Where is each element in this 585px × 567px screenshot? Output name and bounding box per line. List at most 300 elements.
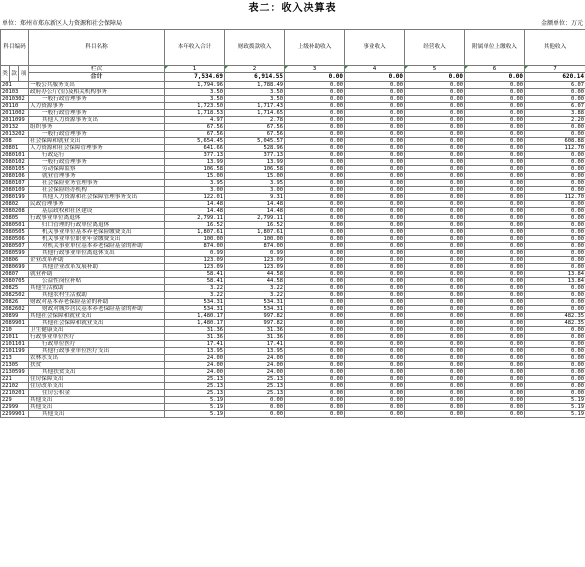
amount-cell-5[interactable]: 0.00 bbox=[405, 173, 465, 180]
amount-cell-4[interactable]: 0.00 bbox=[345, 222, 405, 229]
amount-cell-4[interactable]: 0.00 bbox=[345, 383, 405, 390]
amount-cell-7[interactable]: 0.00 bbox=[525, 299, 585, 306]
amount-cell-3[interactable]: 0.00 bbox=[285, 236, 345, 243]
amount-cell-5[interactable]: 0.00 bbox=[405, 124, 465, 131]
amount-cell-2[interactable]: 2.78 bbox=[225, 117, 285, 124]
subject-name-cell[interactable] bbox=[29, 138, 165, 145]
amount-cell-4[interactable]: 0.00 bbox=[345, 397, 405, 404]
amount-cell-4[interactable]: 0.00 bbox=[345, 334, 405, 341]
total-value-6[interactable]: 0.00 bbox=[465, 73, 525, 82]
amount-cell-4[interactable]: 0.00 bbox=[345, 229, 405, 236]
amount-cell-2[interactable]: 997.82 bbox=[225, 320, 285, 327]
amount-cell-7[interactable]: 0.00 bbox=[525, 243, 585, 250]
amount-cell-5[interactable]: 0.00 bbox=[405, 341, 465, 348]
subject-code-cell[interactable]: 20826 bbox=[1, 299, 29, 306]
subject-name-cell[interactable] bbox=[29, 243, 165, 250]
subject-code-cell[interactable]: 221 bbox=[1, 376, 29, 383]
amount-cell-6[interactable]: 0.00 bbox=[465, 173, 525, 180]
amount-cell-1[interactable]: 3.22 bbox=[165, 285, 225, 292]
subject-code-cell[interactable]: 2080507 bbox=[1, 243, 29, 250]
column-number-5[interactable]: 5 bbox=[405, 66, 465, 73]
amount-cell-7[interactable]: 0.00 bbox=[525, 306, 585, 313]
amount-cell-3[interactable]: 0.00 bbox=[285, 194, 345, 201]
subject-name-cell[interactable] bbox=[29, 334, 165, 341]
subject-name-cell[interactable] bbox=[29, 278, 165, 285]
amount-cell-5[interactable]: 0.00 bbox=[405, 166, 465, 173]
subject-code-cell[interactable]: 201 bbox=[1, 82, 29, 89]
amount-cell-6[interactable]: 0.00 bbox=[465, 278, 525, 285]
amount-cell-7[interactable]: 0.00 bbox=[525, 383, 585, 390]
amount-cell-6[interactable]: 0.00 bbox=[465, 103, 525, 110]
amount-cell-5[interactable]: 0.00 bbox=[405, 404, 465, 411]
amount-cell-5[interactable]: 0.00 bbox=[405, 278, 465, 285]
amount-cell-6[interactable]: 0.00 bbox=[465, 82, 525, 89]
amount-cell-7[interactable]: 0.00 bbox=[525, 250, 585, 257]
amount-cell-6[interactable]: 0.00 bbox=[465, 236, 525, 243]
subject-code-cell[interactable]: 20805 bbox=[1, 215, 29, 222]
amount-cell-2[interactable]: 31.36 bbox=[225, 334, 285, 341]
amount-cell-1[interactable]: 13.95 bbox=[165, 348, 225, 355]
column-number-label[interactable]: 栏次 bbox=[29, 66, 165, 73]
amount-cell-6[interactable]: 0.00 bbox=[465, 313, 525, 320]
amount-cell-1[interactable]: 17.41 bbox=[165, 341, 225, 348]
amount-cell-6[interactable]: 0.00 bbox=[465, 271, 525, 278]
subject-name-cell[interactable] bbox=[29, 201, 165, 208]
amount-cell-5[interactable]: 0.00 bbox=[405, 236, 465, 243]
header-superior-subsidy[interactable]: 上级补助收入 bbox=[285, 30, 345, 66]
amount-cell-2[interactable]: 123.09 bbox=[225, 257, 285, 264]
subject-name-cell[interactable] bbox=[29, 306, 165, 313]
amount-cell-4[interactable]: 0.00 bbox=[345, 390, 405, 397]
amount-cell-7[interactable]: 0.00 bbox=[525, 285, 585, 292]
amount-cell-1[interactable]: 58.41 bbox=[165, 278, 225, 285]
amount-cell-1[interactable]: 25.13 bbox=[165, 383, 225, 390]
subject-name-cell[interactable] bbox=[29, 390, 165, 397]
amount-cell-2[interactable]: 3.50 bbox=[225, 89, 285, 96]
amount-cell-6[interactable]: 0.00 bbox=[465, 299, 525, 306]
xiang-cell[interactable]: 项 bbox=[19, 66, 29, 82]
amount-cell-2[interactable]: 534.31 bbox=[225, 306, 285, 313]
amount-cell-6[interactable]: 0.00 bbox=[465, 348, 525, 355]
amount-cell-3[interactable]: 0.00 bbox=[285, 110, 345, 117]
amount-cell-5[interactable]: 0.00 bbox=[405, 96, 465, 103]
amount-cell-2[interactable]: 24.00 bbox=[225, 362, 285, 369]
amount-cell-1[interactable]: 16.52 bbox=[165, 222, 225, 229]
amount-cell-2[interactable]: 15.00 bbox=[225, 173, 285, 180]
amount-cell-5[interactable]: 0.00 bbox=[405, 201, 465, 208]
total-value-7[interactable]: 620.14 bbox=[525, 73, 585, 82]
amount-cell-1[interactable]: 1,718.53 bbox=[165, 110, 225, 117]
amount-cell-3[interactable]: 0.00 bbox=[285, 124, 345, 131]
amount-cell-2[interactable]: 5,045.57 bbox=[225, 138, 285, 145]
amount-cell-1[interactable]: 534.31 bbox=[165, 306, 225, 313]
amount-cell-1[interactable]: 534.31 bbox=[165, 299, 225, 306]
amount-cell-6[interactable]: 0.00 bbox=[465, 404, 525, 411]
amount-cell-5[interactable]: 0.00 bbox=[405, 292, 465, 299]
amount-cell-4[interactable]: 0.00 bbox=[345, 348, 405, 355]
subject-name-cell[interactable] bbox=[29, 103, 165, 110]
amount-cell-3[interactable]: 0.00 bbox=[285, 215, 345, 222]
amount-cell-6[interactable]: 0.00 bbox=[465, 264, 525, 271]
amount-cell-3[interactable]: 0.00 bbox=[285, 397, 345, 404]
amount-cell-3[interactable]: 0.00 bbox=[285, 131, 345, 138]
subject-code-cell[interactable]: 2080109 bbox=[1, 187, 29, 194]
subject-code-cell[interactable]: 2080501 bbox=[1, 222, 29, 229]
amount-cell-4[interactable]: 0.00 bbox=[345, 362, 405, 369]
amount-cell-1[interactable]: 4.97 bbox=[165, 117, 225, 124]
amount-cell-6[interactable]: 0.00 bbox=[465, 292, 525, 299]
header-fiscal-appropriation[interactable]: 财政拨款收入 bbox=[225, 30, 285, 66]
subject-code-cell[interactable]: 20801 bbox=[1, 145, 29, 152]
amount-cell-4[interactable]: 0.00 bbox=[345, 243, 405, 250]
subject-name-cell[interactable] bbox=[29, 166, 165, 173]
amount-cell-6[interactable]: 0.00 bbox=[465, 131, 525, 138]
amount-cell-2[interactable]: 2,799.11 bbox=[225, 215, 285, 222]
amount-cell-3[interactable]: 0.00 bbox=[285, 208, 345, 215]
amount-cell-3[interactable]: 0.00 bbox=[285, 243, 345, 250]
amount-cell-2[interactable]: 3.95 bbox=[225, 180, 285, 187]
subject-code-cell[interactable]: 2080199 bbox=[1, 194, 29, 201]
amount-cell-3[interactable]: 0.00 bbox=[285, 376, 345, 383]
amount-cell-2[interactable]: 25.13 bbox=[225, 383, 285, 390]
amount-cell-5[interactable]: 0.00 bbox=[405, 327, 465, 334]
amount-cell-2[interactable]: 13.99 bbox=[225, 159, 285, 166]
total-value-2[interactable]: 6,914.55 bbox=[225, 73, 285, 82]
amount-cell-6[interactable]: 0.00 bbox=[465, 397, 525, 404]
amount-cell-3[interactable]: 0.00 bbox=[285, 320, 345, 327]
amount-cell-1[interactable]: 14.48 bbox=[165, 201, 225, 208]
subject-name-cell[interactable] bbox=[29, 229, 165, 236]
amount-cell-5[interactable]: 0.00 bbox=[405, 103, 465, 110]
amount-cell-5[interactable]: 0.00 bbox=[405, 257, 465, 264]
amount-cell-1[interactable]: 25.13 bbox=[165, 376, 225, 383]
amount-cell-4[interactable]: 0.00 bbox=[345, 264, 405, 271]
subject-code-cell[interactable]: 2080705 bbox=[1, 278, 29, 285]
amount-cell-7[interactable]: 482.35 bbox=[525, 320, 585, 327]
subject-code-cell[interactable]: 20132 bbox=[1, 124, 29, 131]
amount-cell-5[interactable]: 0.00 bbox=[405, 299, 465, 306]
subject-code-cell[interactable]: 2080107 bbox=[1, 180, 29, 187]
amount-cell-7[interactable]: 0.00 bbox=[525, 390, 585, 397]
subject-code-cell[interactable]: 2080105 bbox=[1, 166, 29, 173]
amount-cell-6[interactable]: 0.00 bbox=[465, 110, 525, 117]
amount-cell-5[interactable]: 0.00 bbox=[405, 194, 465, 201]
amount-cell-5[interactable]: 0.00 bbox=[405, 180, 465, 187]
amount-cell-1[interactable]: 5.19 bbox=[165, 397, 225, 404]
amount-cell-3[interactable]: 0.00 bbox=[285, 306, 345, 313]
amount-cell-3[interactable]: 0.00 bbox=[285, 362, 345, 369]
column-number-2[interactable]: 2 bbox=[225, 66, 285, 73]
subject-code-cell[interactable]: 22102 bbox=[1, 383, 29, 390]
amount-cell-1[interactable]: 24.00 bbox=[165, 355, 225, 362]
amount-cell-5[interactable]: 0.00 bbox=[405, 110, 465, 117]
amount-cell-7[interactable]: 0.00 bbox=[525, 348, 585, 355]
amount-cell-3[interactable]: 0.00 bbox=[285, 404, 345, 411]
column-number-1[interactable]: 1 bbox=[165, 66, 225, 73]
amount-cell-4[interactable]: 0.00 bbox=[345, 152, 405, 159]
amount-cell-6[interactable]: 0.00 bbox=[465, 250, 525, 257]
amount-cell-3[interactable]: 0.00 bbox=[285, 103, 345, 110]
amount-cell-4[interactable]: 0.00 bbox=[345, 110, 405, 117]
amount-cell-1[interactable]: 24.00 bbox=[165, 362, 225, 369]
amount-cell-5[interactable]: 0.00 bbox=[405, 390, 465, 397]
amount-cell-7[interactable]: 0.00 bbox=[525, 236, 585, 243]
amount-cell-3[interactable]: 0.00 bbox=[285, 138, 345, 145]
subject-code-cell[interactable]: 2082602 bbox=[1, 306, 29, 313]
amount-cell-5[interactable]: 0.00 bbox=[405, 229, 465, 236]
amount-cell-4[interactable]: 0.00 bbox=[345, 355, 405, 362]
amount-cell-7[interactable]: 0.00 bbox=[525, 124, 585, 131]
amount-cell-2[interactable]: 25.13 bbox=[225, 390, 285, 397]
amount-cell-4[interactable]: 0.00 bbox=[345, 131, 405, 138]
amount-cell-1[interactable]: 67.56 bbox=[165, 124, 225, 131]
amount-cell-7[interactable]: 482.35 bbox=[525, 313, 585, 320]
amount-cell-1[interactable]: 123.09 bbox=[165, 257, 225, 264]
amount-cell-3[interactable]: 0.00 bbox=[285, 82, 345, 89]
header-affiliated-unit-income[interactable]: 附属单位上缴收入 bbox=[465, 30, 525, 66]
subject-name-cell[interactable] bbox=[29, 110, 165, 117]
amount-cell-2[interactable]: 44.58 bbox=[225, 278, 285, 285]
subject-code-cell[interactable]: 2080699 bbox=[1, 264, 29, 271]
subject-code-cell[interactable]: 213 bbox=[1, 355, 29, 362]
amount-cell-3[interactable]: 0.00 bbox=[285, 313, 345, 320]
amount-cell-2[interactable]: 1,807.61 bbox=[225, 229, 285, 236]
amount-cell-5[interactable]: 0.00 bbox=[405, 355, 465, 362]
amount-cell-3[interactable]: 0.00 bbox=[285, 229, 345, 236]
amount-cell-2[interactable]: 16.52 bbox=[225, 222, 285, 229]
amount-cell-5[interactable]: 0.00 bbox=[405, 376, 465, 383]
subject-name-cell[interactable] bbox=[29, 320, 165, 327]
amount-cell-1[interactable]: 31.36 bbox=[165, 327, 225, 334]
amount-cell-4[interactable]: 0.00 bbox=[345, 145, 405, 152]
amount-cell-3[interactable]: 0.00 bbox=[285, 383, 345, 390]
amount-cell-1[interactable]: 1,480.17 bbox=[165, 320, 225, 327]
amount-cell-7[interactable]: 2.20 bbox=[525, 117, 585, 124]
column-number-4[interactable]: 4 bbox=[345, 66, 405, 73]
amount-cell-2[interactable]: 997.82 bbox=[225, 313, 285, 320]
subject-code-cell[interactable]: 2080102 bbox=[1, 159, 29, 166]
amount-cell-2[interactable]: 14.48 bbox=[225, 201, 285, 208]
subject-code-cell[interactable]: 20825 bbox=[1, 285, 29, 292]
amount-cell-3[interactable]: 0.00 bbox=[285, 278, 345, 285]
subject-code-cell[interactable]: 20807 bbox=[1, 271, 29, 278]
subject-code-cell[interactable]: 2080505 bbox=[1, 229, 29, 236]
amount-cell-2[interactable]: 0.00 bbox=[225, 397, 285, 404]
amount-cell-6[interactable]: 0.00 bbox=[465, 215, 525, 222]
amount-cell-6[interactable]: 0.00 bbox=[465, 194, 525, 201]
amount-cell-2[interactable]: 14.48 bbox=[225, 208, 285, 215]
amount-cell-4[interactable]: 0.00 bbox=[345, 180, 405, 187]
amount-cell-5[interactable]: 0.00 bbox=[405, 82, 465, 89]
subject-name-cell[interactable] bbox=[29, 341, 165, 348]
amount-cell-4[interactable]: 0.00 bbox=[345, 320, 405, 327]
amount-cell-2[interactable]: 0.99 bbox=[225, 250, 285, 257]
amount-cell-7[interactable]: 6.07 bbox=[525, 82, 585, 89]
amount-cell-2[interactable]: 25.13 bbox=[225, 376, 285, 383]
amount-cell-3[interactable]: 0.00 bbox=[285, 341, 345, 348]
amount-cell-7[interactable]: 0.00 bbox=[525, 215, 585, 222]
subject-code-cell[interactable]: 2101101 bbox=[1, 341, 29, 348]
amount-cell-6[interactable]: 0.00 bbox=[465, 180, 525, 187]
amount-cell-5[interactable]: 0.00 bbox=[405, 285, 465, 292]
amount-cell-7[interactable]: 13.84 bbox=[525, 278, 585, 285]
header-total-income[interactable]: 本年收入合计 bbox=[165, 30, 225, 66]
amount-cell-3[interactable]: 0.00 bbox=[285, 166, 345, 173]
subject-name-cell[interactable] bbox=[29, 173, 165, 180]
amount-cell-3[interactable]: 0.00 bbox=[285, 145, 345, 152]
amount-cell-6[interactable]: 0.00 bbox=[465, 208, 525, 215]
amount-cell-4[interactable]: 0.00 bbox=[345, 96, 405, 103]
subject-name-cell[interactable] bbox=[29, 362, 165, 369]
amount-cell-5[interactable]: 0.00 bbox=[405, 362, 465, 369]
amount-cell-6[interactable]: 0.00 bbox=[465, 320, 525, 327]
amount-cell-4[interactable]: 0.00 bbox=[345, 341, 405, 348]
subject-name-cell[interactable] bbox=[29, 376, 165, 383]
amount-cell-2[interactable]: 100.00 bbox=[225, 236, 285, 243]
amount-cell-1[interactable]: 3.22 bbox=[165, 292, 225, 299]
amount-cell-6[interactable]: 0.00 bbox=[465, 341, 525, 348]
subject-name-cell[interactable] bbox=[29, 124, 165, 131]
amount-cell-2[interactable]: 31.36 bbox=[225, 327, 285, 334]
subject-code-cell[interactable]: 22999 bbox=[1, 404, 29, 411]
amount-cell-4[interactable]: 0.00 bbox=[345, 208, 405, 215]
subject-code-cell[interactable]: 2011002 bbox=[1, 110, 29, 117]
amount-cell-1[interactable]: 122.01 bbox=[165, 194, 225, 201]
amount-cell-2[interactable]: 17.41 bbox=[225, 341, 285, 348]
subject-code-cell[interactable]: 20806 bbox=[1, 257, 29, 264]
kuan-cell[interactable]: 款 bbox=[10, 66, 19, 82]
amount-cell-7[interactable]: 3.88 bbox=[525, 110, 585, 117]
amount-cell-3[interactable]: 0.00 bbox=[285, 89, 345, 96]
subject-name-cell[interactable] bbox=[29, 257, 165, 264]
amount-cell-4[interactable]: 0.00 bbox=[345, 285, 405, 292]
subject-name-cell[interactable] bbox=[29, 208, 165, 215]
amount-cell-7[interactable]: 112.70 bbox=[525, 194, 585, 201]
amount-cell-5[interactable]: 0.00 bbox=[405, 383, 465, 390]
amount-cell-2[interactable]: 874.00 bbox=[225, 243, 285, 250]
amount-cell-5[interactable]: 0.00 bbox=[405, 89, 465, 96]
amount-cell-7[interactable]: 608.88 bbox=[525, 138, 585, 145]
subject-code-cell[interactable]: 210 bbox=[1, 327, 29, 334]
header-subject-name[interactable]: 科目名称 bbox=[29, 30, 165, 66]
amount-cell-7[interactable]: 0.00 bbox=[525, 208, 585, 215]
amount-cell-6[interactable]: 0.00 bbox=[465, 257, 525, 264]
subject-name-cell[interactable] bbox=[29, 89, 165, 96]
subject-code-cell[interactable]: 2089901 bbox=[1, 320, 29, 327]
total-value-1[interactable]: 7,534.69 bbox=[165, 73, 225, 82]
amount-cell-4[interactable]: 0.00 bbox=[345, 89, 405, 96]
amount-cell-4[interactable]: 0.00 bbox=[345, 404, 405, 411]
subject-code-cell[interactable]: 208 bbox=[1, 138, 29, 145]
amount-cell-4[interactable]: 0.00 bbox=[345, 376, 405, 383]
amount-cell-1[interactable]: 3.50 bbox=[165, 96, 225, 103]
amount-cell-7[interactable]: 6.07 bbox=[525, 103, 585, 110]
amount-cell-7[interactable]: 0.00 bbox=[525, 355, 585, 362]
amount-cell-7[interactable]: 0.00 bbox=[525, 334, 585, 341]
amount-cell-6[interactable]: 0.00 bbox=[465, 152, 525, 159]
subject-code-cell[interactable]: 20110 bbox=[1, 103, 29, 110]
amount-cell-4[interactable]: 0.00 bbox=[345, 82, 405, 89]
amount-cell-1[interactable]: 2,799.11 bbox=[165, 215, 225, 222]
amount-cell-2[interactable]: 123.09 bbox=[225, 264, 285, 271]
subject-code-cell[interactable]: 2080599 bbox=[1, 250, 29, 257]
amount-cell-6[interactable]: 0.00 bbox=[465, 390, 525, 397]
amount-cell-5[interactable]: 0.00 bbox=[405, 159, 465, 166]
amount-cell-1[interactable]: 0.99 bbox=[165, 250, 225, 257]
amount-cell-7[interactable]: 0.00 bbox=[525, 89, 585, 96]
amount-cell-5[interactable]: 0.00 bbox=[405, 187, 465, 194]
amount-cell-3[interactable]: 0.00 bbox=[285, 292, 345, 299]
amount-cell-6[interactable]: 0.00 bbox=[465, 117, 525, 124]
amount-cell-6[interactable]: 0.00 bbox=[465, 166, 525, 173]
amount-cell-6[interactable]: 0.00 bbox=[465, 243, 525, 250]
amount-cell-1[interactable]: 874.00 bbox=[165, 243, 225, 250]
subject-code-cell[interactable]: 2013202 bbox=[1, 131, 29, 138]
amount-cell-4[interactable]: 0.00 bbox=[345, 257, 405, 264]
amount-cell-3[interactable]: 0.00 bbox=[285, 173, 345, 180]
subject-code-cell[interactable]: 20802 bbox=[1, 201, 29, 208]
amount-cell-5[interactable]: 0.00 bbox=[405, 320, 465, 327]
amount-cell-4[interactable]: 0.00 bbox=[345, 306, 405, 313]
amount-cell-3[interactable]: 0.00 bbox=[285, 152, 345, 159]
amount-cell-4[interactable]: 0.00 bbox=[345, 271, 405, 278]
amount-cell-3[interactable]: 0.00 bbox=[285, 285, 345, 292]
amount-cell-7[interactable]: 0.00 bbox=[525, 187, 585, 194]
subject-name-cell[interactable] bbox=[29, 404, 165, 411]
amount-cell-3[interactable]: 0.00 bbox=[285, 299, 345, 306]
amount-cell-6[interactable]: 0.00 bbox=[465, 334, 525, 341]
amount-cell-2[interactable]: 3.00 bbox=[225, 187, 285, 194]
amount-cell-5[interactable]: 0.00 bbox=[405, 264, 465, 271]
column-number-7[interactable]: 7 bbox=[525, 66, 585, 73]
amount-cell-6[interactable]: 0.00 bbox=[465, 285, 525, 292]
subject-name-cell[interactable] bbox=[29, 194, 165, 201]
subject-code-cell[interactable]: 2080106 bbox=[1, 173, 29, 180]
amount-cell-2[interactable]: 13.95 bbox=[225, 348, 285, 355]
amount-cell-6[interactable]: 0.00 bbox=[465, 355, 525, 362]
subject-code-cell[interactable]: 2080208 bbox=[1, 208, 29, 215]
amount-cell-1[interactable]: 3.95 bbox=[165, 180, 225, 187]
amount-cell-2[interactable]: 9.31 bbox=[225, 194, 285, 201]
subject-name-cell[interactable] bbox=[29, 131, 165, 138]
amount-cell-5[interactable]: 0.00 bbox=[405, 145, 465, 152]
amount-cell-2[interactable]: 3.50 bbox=[225, 96, 285, 103]
amount-cell-5[interactable]: 0.00 bbox=[405, 334, 465, 341]
amount-cell-2[interactable]: 44.58 bbox=[225, 271, 285, 278]
amount-cell-5[interactable]: 0.00 bbox=[405, 271, 465, 278]
subject-name-cell[interactable] bbox=[29, 313, 165, 320]
subject-name-cell[interactable] bbox=[29, 187, 165, 194]
amount-cell-3[interactable]: 0.00 bbox=[285, 271, 345, 278]
amount-cell-4[interactable]: 0.00 bbox=[345, 236, 405, 243]
header-subject-code[interactable]: 科目编码 bbox=[1, 30, 29, 66]
subject-name-cell[interactable] bbox=[29, 299, 165, 306]
amount-cell-1[interactable]: 1,794.96 bbox=[165, 82, 225, 89]
amount-cell-6[interactable]: 0.00 bbox=[465, 201, 525, 208]
amount-cell-1[interactable]: 1,480.17 bbox=[165, 313, 225, 320]
amount-cell-5[interactable]: 0.00 bbox=[405, 138, 465, 145]
column-number-3[interactable]: 3 bbox=[285, 66, 345, 73]
subject-name-cell[interactable] bbox=[29, 355, 165, 362]
amount-cell-6[interactable]: 0.00 bbox=[465, 138, 525, 145]
amount-cell-4[interactable]: 0.00 bbox=[345, 369, 405, 376]
column-number-6[interactable]: 6 bbox=[465, 66, 525, 73]
amount-cell-6[interactable]: 0.00 bbox=[465, 229, 525, 236]
total-value-4[interactable]: 0.00 bbox=[345, 73, 405, 82]
amount-cell-4[interactable]: 0.00 bbox=[345, 292, 405, 299]
amount-cell-7[interactable]: 0.00 bbox=[525, 264, 585, 271]
amount-cell-6[interactable]: 0.00 bbox=[465, 187, 525, 194]
